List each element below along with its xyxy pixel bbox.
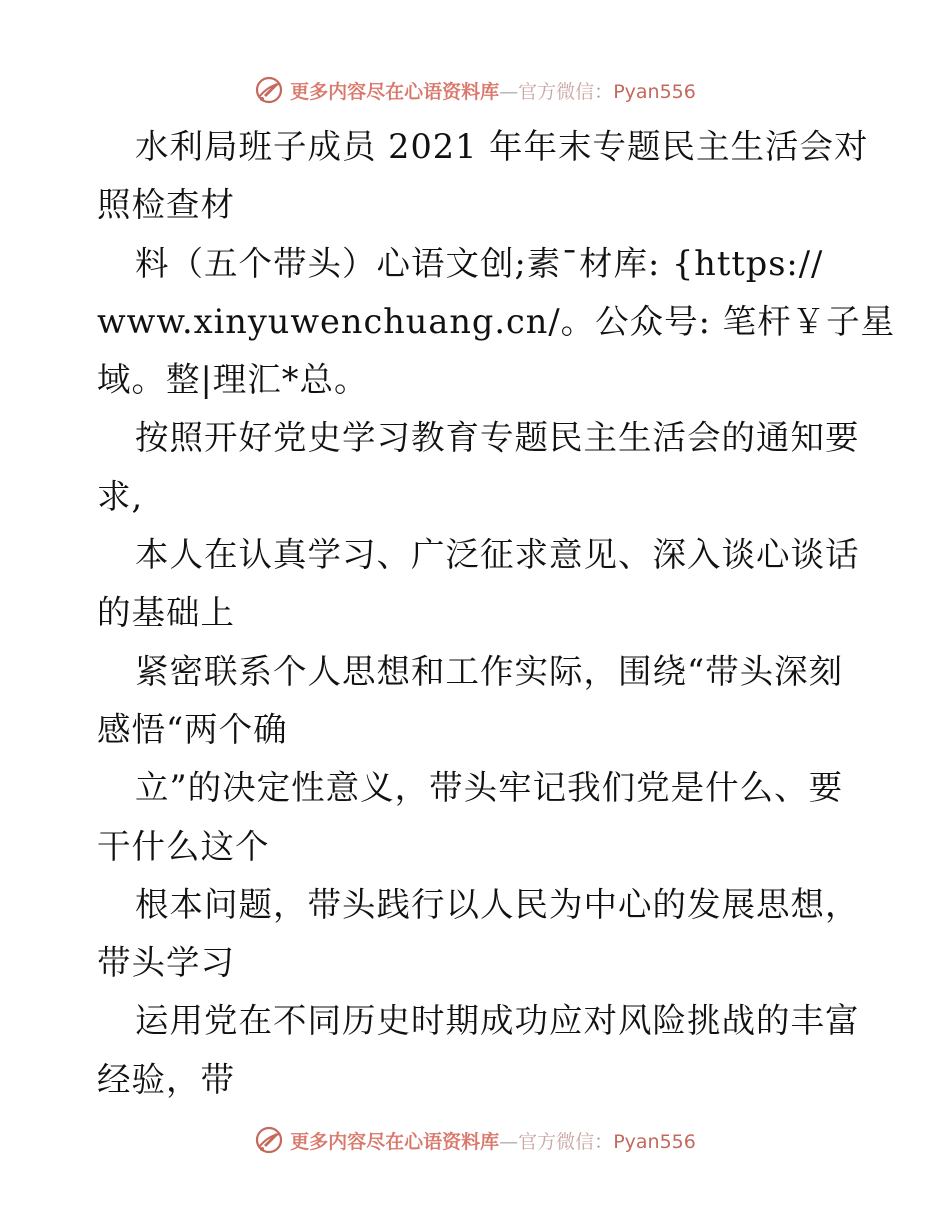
text-line: www.xinyuwenchuang.cn/。公众号: 笔杆￥子星 xyxy=(97,301,896,341)
pen-logo-icon xyxy=(254,75,284,105)
banner-dash: — xyxy=(499,80,519,103)
text-line: 经验，带 xyxy=(97,1059,235,1099)
text-line: 带头学习 xyxy=(97,943,235,983)
text-line: 的基础上 xyxy=(97,593,235,633)
header-banner-text xyxy=(290,77,696,104)
banner-colon: ： xyxy=(594,1130,614,1153)
text-line: 水利局班子成员 2021 年年末专题民主生活会对 xyxy=(135,127,869,166)
pen-logo-icon xyxy=(254,1125,284,1155)
text-line: 域。整|理汇*总。 xyxy=(97,360,369,400)
footer-banner xyxy=(0,1120,950,1160)
banner-dash: — xyxy=(499,1130,519,1153)
banner-main-text: 更多内容尽在心语资料库 xyxy=(290,1130,500,1153)
text-line: 紧密联系个人思想和工作实际，围绕“带头深刻 xyxy=(135,651,844,691)
text-line: 干什么这个 xyxy=(97,826,270,866)
footer-banner-text xyxy=(290,1127,696,1154)
text-line: 根本问题，带头践行以人民为中心的发展思想， xyxy=(135,884,860,924)
text-line: 按照开好党史学习教育专题民主生活会的通知要 xyxy=(135,418,860,458)
text-line: 感悟“两个确 xyxy=(97,709,288,749)
banner-wechat-id: Pyan556 xyxy=(613,1130,696,1153)
document-body xyxy=(97,118,896,1109)
banner-wechat-label: 官方微信 xyxy=(518,1130,595,1153)
text-line: 本人在认真学习、广泛征求意见、深入谈心谈话 xyxy=(135,535,860,575)
text-line: 运用党在不同历史时期成功应对风险挑战的丰富 xyxy=(135,1001,860,1041)
text-line: 照检查材 xyxy=(97,185,235,225)
text-line: 立”的决定性意义，带头牢记我们党是什么、要 xyxy=(135,768,844,808)
banner-wechat-label: 官方微信 xyxy=(518,80,595,103)
banner-wechat-id: Pyan556 xyxy=(613,80,696,103)
header-banner xyxy=(0,70,950,110)
text-line: 料（五个带头）心语文创;素¯材库: {https:// xyxy=(135,243,824,283)
banner-main-text: 更多内容尽在心语资料库 xyxy=(290,80,500,103)
text-line: 求, xyxy=(97,476,144,516)
banner-colon: ： xyxy=(594,80,614,103)
